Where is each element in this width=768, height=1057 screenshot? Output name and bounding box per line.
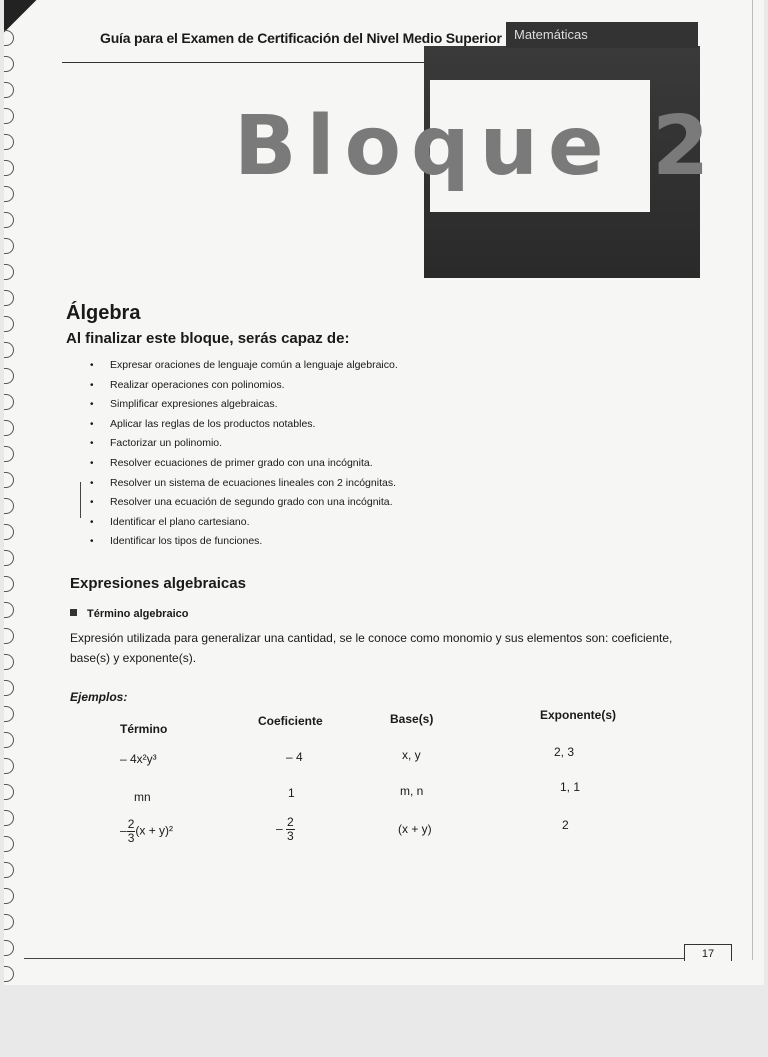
term-fraction-numerator: 2 (127, 817, 135, 831)
coefficient-denominator: 3 (287, 829, 294, 843)
objective-item: • Identificar el plano cartesiano. (90, 513, 398, 533)
footer-rule (24, 958, 684, 959)
section-title: Álgebra (66, 302, 141, 324)
row1-term: – 4x²y³ (120, 752, 157, 766)
row3-bases: (x + y) (398, 822, 432, 836)
coefficient-numerator: 2 (287, 815, 294, 829)
row1-bases: x, y (402, 748, 421, 762)
col-header-coefficient: Coeficiente (258, 714, 323, 728)
margin-mark (80, 482, 81, 518)
term-fraction-denominator: 3 (127, 831, 135, 845)
row2-exponents: 1, 1 (560, 780, 581, 794)
term-heading-text: Término algebraico (87, 608, 189, 620)
objective-item: • Simplificar expresiones algebraicas. (90, 395, 398, 415)
objective-item: • Realizar operaciones con polinomios. (90, 376, 398, 396)
row1-coefficient: – 4 (286, 750, 303, 764)
block-title: Bloque 2 (234, 99, 720, 194)
term-base-power: (x + y)² (135, 823, 174, 838)
objective-item: • Resolver una ecuación de segundo grado con una incógnita. (90, 493, 398, 513)
row3-term (120, 818, 173, 845)
term-heading (70, 608, 188, 620)
objectives-list (90, 356, 398, 552)
spiral-binding (4, 30, 16, 970)
row3-exponents: 2 (562, 818, 569, 832)
header-rule (62, 62, 472, 63)
examples-label: Ejemplos: (70, 690, 128, 704)
guide-title: Guía para el Examen de Certificación del Nivel Medio Superior (100, 30, 502, 46)
objective-item: • Expresar oraciones de lenguaje común a lenguaje algebraico. (90, 356, 398, 376)
objective-item: • Identificar los tipos de funciones. (90, 532, 398, 552)
coefficient-sign: – (276, 821, 283, 836)
col-header-bases: Base(s) (390, 712, 434, 726)
row2-coefficient: 1 (288, 786, 295, 800)
col-header-term: Término (120, 722, 168, 736)
term-sign: – (120, 823, 127, 838)
row1-exponents: 2, 3 (554, 745, 575, 759)
expressions-title: Expresiones algebraicas (70, 575, 246, 592)
col-header-exponents: Exponente(s) (540, 708, 617, 722)
objectives-intro: Al finalizar este bloque, serás capaz de: (66, 330, 350, 347)
row3-coefficient (276, 816, 295, 843)
page-number: 17 (684, 944, 732, 961)
objective-item: • Resolver ecuaciones de primer grado con una incógnita. (90, 454, 398, 474)
square-bullet-icon (70, 609, 77, 616)
objective-item: • Aplicar las reglas de los productos notables. (90, 415, 398, 435)
objective-item: • Resolver un sistema de ecuaciones lineales con 2 incógnitas. (90, 474, 398, 494)
row2-term: mn (134, 790, 151, 804)
subject-badge: Matemáticas (506, 22, 698, 48)
coefficient-fraction (286, 816, 295, 843)
term-definition: Expresión utilizada para generalizar una cantidad, se le conoce como monomio y sus elementos son: coeficiente, base(s) y exponente(s). (70, 631, 673, 665)
page-edge-line (752, 0, 753, 960)
objective-item: • Factorizar un polinomio. (90, 434, 398, 454)
document-page (4, 0, 764, 985)
row2-bases: m, n (400, 784, 424, 798)
